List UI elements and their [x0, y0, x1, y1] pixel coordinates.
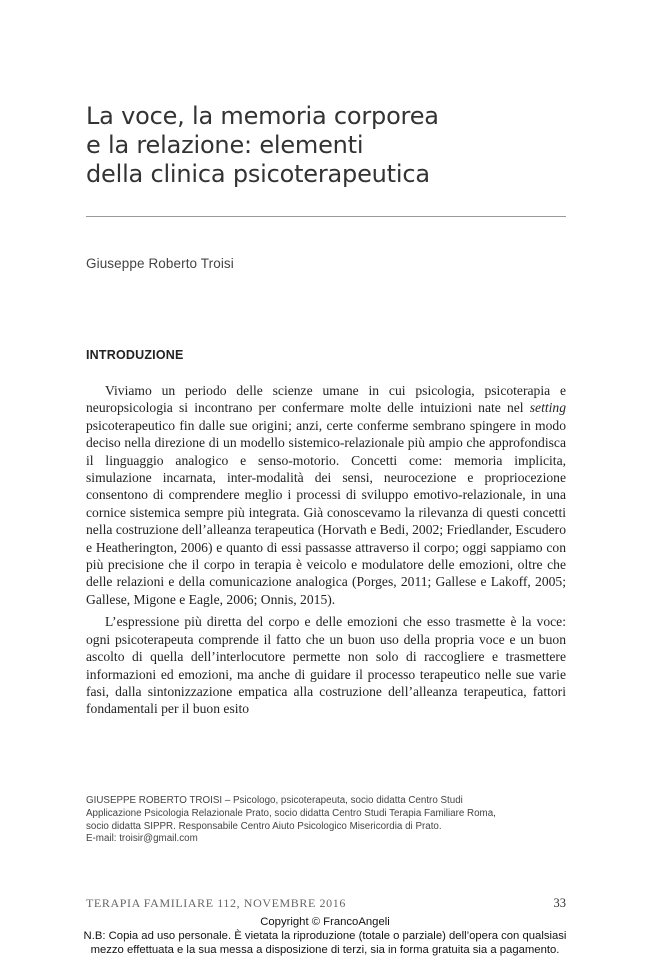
paragraph-text: psicoterapeutico fin dalle sue origini; anzi, certe conferme sembrano spingere in modo deciso nella direzione di un modello sistemico-relazionale più ampio che approfondisca il linguaggio analogico e senso-motorio. Concetti come: memoria implicita, simulazione incarnata, inter-modalità dei sensi, neurocezione e propriocezione consentono di comprendere meglio i processi di sviluppo emotivo-relazionale, in una cornice sistemica sempre più integrata. Già conoscevamo la rilevanza di questi concetti nella costruzione dell’alleanza terapeutica (Horvath e Bedi, 2002; Friedlander, Escudero e Heatherington, 2006) e quanto di essi passasse attraverso il corpo; oggi sappiamo con più precisione che il corpo in terapia è veicolo e modulatore delle emozioni, oltre che delle relazioni e della comunicazione analogica (Porges, 2011; Gallese e Lakoff, 2005; Gallese, Migone e Eagle, 2006; Onnis, 2015).	[86, 417, 566, 607]
journal-footer: TERAPIA FAMILIARE 112, NOVEMBRE 2016	[86, 896, 346, 910]
copyright-line: mezzo effettuata e la sua messa a disposizione di terzi, sia in forma gratuita sia a pagamento.	[90, 944, 560, 956]
section-heading: INTRODUZIONE	[86, 348, 184, 362]
paragraph: L’espressione più diretta del corpo e delle emozioni che esso trasmette è la voce: ogni psicoterapeuta comprende il fatto che un buon uso della propria voce e un buon ascolto di quella dell’interlocutore permette non solo di raccogliere e trasmettere informazioni ed emozioni, ma anche di guidare il processo terapeutico nelle sue varie fasi, dalla sintonizzazione empatica alla costruzione dell’alleanza terapeutica, fattori fondamentali per il buon esito	[86, 614, 566, 717]
footnote-line: Applicazione Psicologia Relazionale Prato, socio didatta Centro Studi Terapia Familiare Roma,	[86, 807, 496, 819]
copyright-notice	[0, 915, 650, 957]
title-line: La voce, la memoria corporea	[86, 102, 439, 130]
title-divider	[86, 216, 566, 217]
copyright-line: N.B: Copia ad uso personale. È vietata la riproduzione (totale o parziale) dell’opera con qualsiasi	[83, 930, 567, 942]
footnote-line: GIUSEPPE ROBERTO TROISI – Psicologo, psicoterapeuta, socio didatta Centro Studi	[86, 795, 463, 806]
author-footnote	[86, 795, 566, 846]
copyright-line: Copyright © FrancoAngeli	[260, 916, 390, 928]
footnote-line: socio didatta SIPPR. Responsabile Centro Aiuto Psicologico Misericordia di Prato.	[86, 820, 442, 832]
paragraph-italic-term: setting	[529, 400, 566, 416]
author-name: Giuseppe Roberto Troisi	[86, 256, 234, 271]
article-body	[86, 382, 566, 718]
footnote-email: E-mail: troisir@gmail.com	[86, 833, 198, 845]
title-line: della clinica psicoterapeutica	[86, 160, 430, 188]
page-number: 33	[553, 896, 566, 910]
paragraph-text: Viviamo un periodo delle scienze umane in cui psicologia, psicoterapia e neuropsicologia si incontrano per confermare molte delle intuizioni nate nel	[86, 383, 566, 416]
title-line: e la relazione: elementi	[86, 131, 364, 159]
article-title	[86, 102, 566, 189]
paragraph	[86, 382, 566, 608]
